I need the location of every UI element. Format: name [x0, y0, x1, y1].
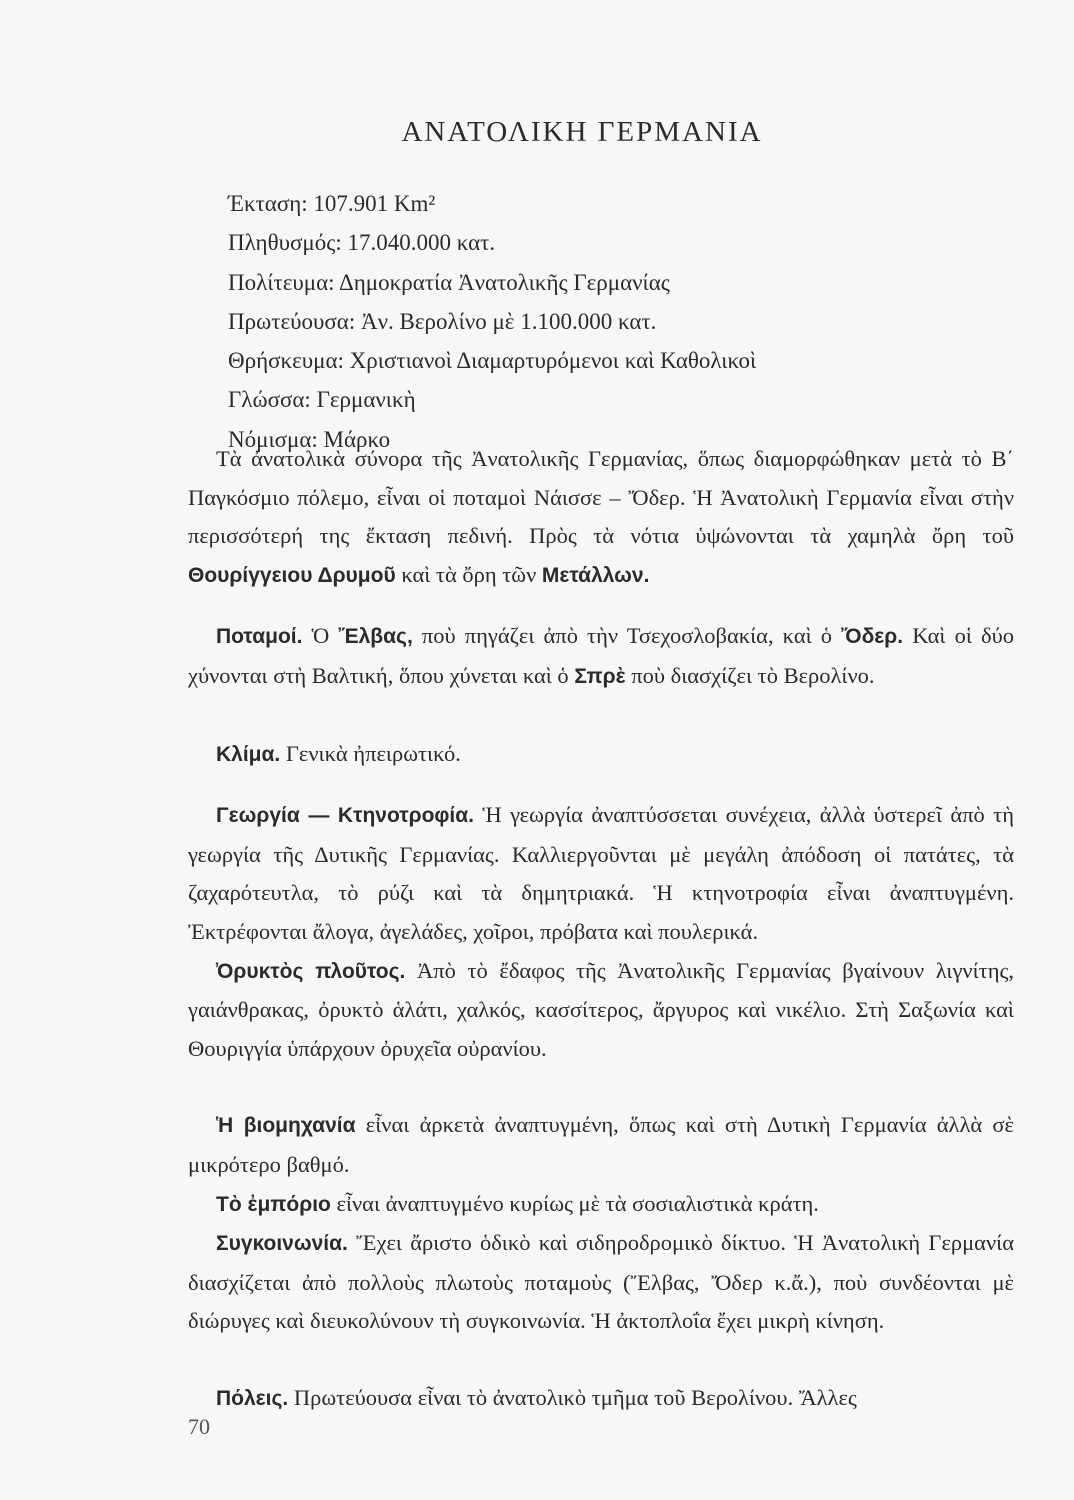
- bold-term: Μετάλλων.: [541, 563, 650, 587]
- section-heading: Κλίμα.: [216, 742, 281, 766]
- section-heading: Ὀρυκτὸς πλοῦτος.: [216, 959, 406, 983]
- fact-government: Πολίτευμα: Δημοκρατία Ἀνατολικῆς Γερμανίας: [228, 269, 670, 295]
- paragraph-transport: Συγκοινωνία. Ἔχει ἄριστο ὁδικὸ καὶ σιδηροδρομικὸ δίκτυο. Ἡ Ἀνατολικὴ Γερμανία διασχίζεται ἀπὸ πολλοὺς πλωτοὺς ποταμοὺς (Ἔλβας, Ὄδερ κ.ἄ.), ποὺ συνδέονται μὲ διώρυγες καὶ διευκολύνουν τὴ συγκοινωνία. Ἡ ἀκτοπλοΐα ἔχει μικρὴ κίνηση.: [188, 1230, 1014, 1334]
- fact-language: Γλώσσα: Γερμανικὴ: [228, 387, 416, 413]
- bold-term: Ἔλβας,: [338, 625, 413, 649]
- bold-term: Θουρίγγειου Δρυμοῦ: [188, 563, 396, 587]
- fact-capital: Πρωτεύουσα: Ἀν. Βερολίνο μὲ 1.100.000 κατ.: [228, 308, 657, 334]
- paragraph-rivers: Ποταμοί. Ὁ Ἔλβας, ποὺ πηγάζει ἀπὸ τὴν Τσεχοσλοβακία, καὶ ὁ Ὄδερ. Καὶ οἱ δύο χύνονται στὴ Βαλτική, ὅπου χύνεται καὶ ὁ Σπρὲ ποὺ διασχίζει τὸ Βερολίνο.: [188, 623, 1014, 688]
- fact-currency: Νόμισμα: Μάρκο: [228, 426, 391, 452]
- section-heading: Γεωργία — Κτηνοτροφία.: [216, 804, 475, 828]
- paragraph-industry: Ἡ βιομηχανία εἶναι ἀρκετὰ ἀναπτυγμένη, ὅπως καὶ στὴ Δυτικὴ Γερμανία ἀλλὰ σὲ μικρότερο βαθμό.: [188, 1112, 1014, 1177]
- bold-term: Ὄδερ.: [841, 625, 904, 649]
- fact-area: Έκταση: 107.901 Km²: [228, 191, 436, 216]
- page-title: ΑΝΑΤΟΛΙΚΗ ΓΕΡΜΑΝΙΑ: [401, 116, 763, 148]
- section-heading: Τὸ ἐμπόριο: [216, 1192, 331, 1216]
- section-heading: Ἡ βιομηχανία: [216, 1114, 356, 1138]
- paragraph-cities: Πόλεις. Πρωτεύουσα εἶναι τὸ ἀνατολικὸ τμῆμα τοῦ Βερολίνου. Ἄλλες: [216, 1384, 857, 1410]
- page-number: 70: [188, 1414, 210, 1439]
- paragraph-agriculture: Γεωργία — Κτηνοτροφία. Ἡ γεωργία ἀναπτύσσεται συνέχεια, ἀλλὰ ὑστερεῖ ἀπὸ τὴ γεωργία τῆς Δυτικῆς Γερμανίας. Καλλιεργοῦνται μὲ μεγάλη ἀπόδοση οἱ πατάτες, τὰ ζαχαρότευτλα, τὸ ρύζι καὶ τὰ δημητριακά. Ἡ κτηνοτροφία εἶναι ἀναπτυγμένη. Ἐκτρέφονται ἄλογα, ἀγελάδες, χοῖροι, πρόβατα καὶ πουλερικά.: [188, 802, 1014, 944]
- paragraph-borders: Τὰ ἀνατολικὰ σύνορα τῆς Ἀνατολικῆς Γερμανίας, ὅπως διαμορφώθηκαν μετὰ τὸ Β΄ Παγκόσμιο πόλεμο, εἶναι οἱ ποταμοὶ Νάισσε – Ὄδερ. Ἡ Ἀνατολικὴ Γερμανία εἶναι στὴν περισσότερή της ἔκταση πεδινή. Πρὸς τὰ νότια ὑψώνονται τὰ χαμηλὰ ὄρη τοῦ Θουρίγγειου Δρυμοῦ καὶ τὰ ὄρη τῶν Μετάλλων.: [188, 446, 1014, 587]
- section-heading: Ποταμοί.: [216, 625, 303, 649]
- paragraph-climate: Κλίμα. Γενικὰ ἠπειρωτικό.: [216, 740, 461, 766]
- body-text: [188, 440, 1014, 1418]
- paragraph-minerals: Ὀρυκτὸς πλοῦτος. Ἀπὸ τὸ ἔδαφος τῆς Ἀνατολικῆς Γερμανίας βγαίνουν λιγνίτης, γαιάνθρακας, ὀρυκτὸ ἁλάτι, χαλκός, κασσίτερος, ἄργυρος καὶ νικέλιο. Στὴ Σαξωνία καὶ Θουριγγία ὑπάρχουν ὀρυχεῖα οὐρανίου.: [188, 957, 1014, 1061]
- fact-list: [228, 184, 756, 459]
- section-heading: Συγκοινωνία.: [216, 1232, 348, 1256]
- fact-population: Πληθυσμός: 17.040.000 κατ.: [228, 230, 496, 256]
- bold-term: Σπρὲ: [574, 664, 626, 688]
- fact-religion: Θρήσκευμα: Χριστιανοὶ Διαμαρτυρόμενοι καὶ Καθολικοὶ: [228, 348, 757, 374]
- paragraph-trade: Τὸ ἐμπόριο εἶναι ἀναπτυγμένο κυρίως μὲ τὰ σοσιαλιστικὰ κράτη.: [216, 1190, 819, 1216]
- section-heading: Πόλεις.: [216, 1386, 289, 1410]
